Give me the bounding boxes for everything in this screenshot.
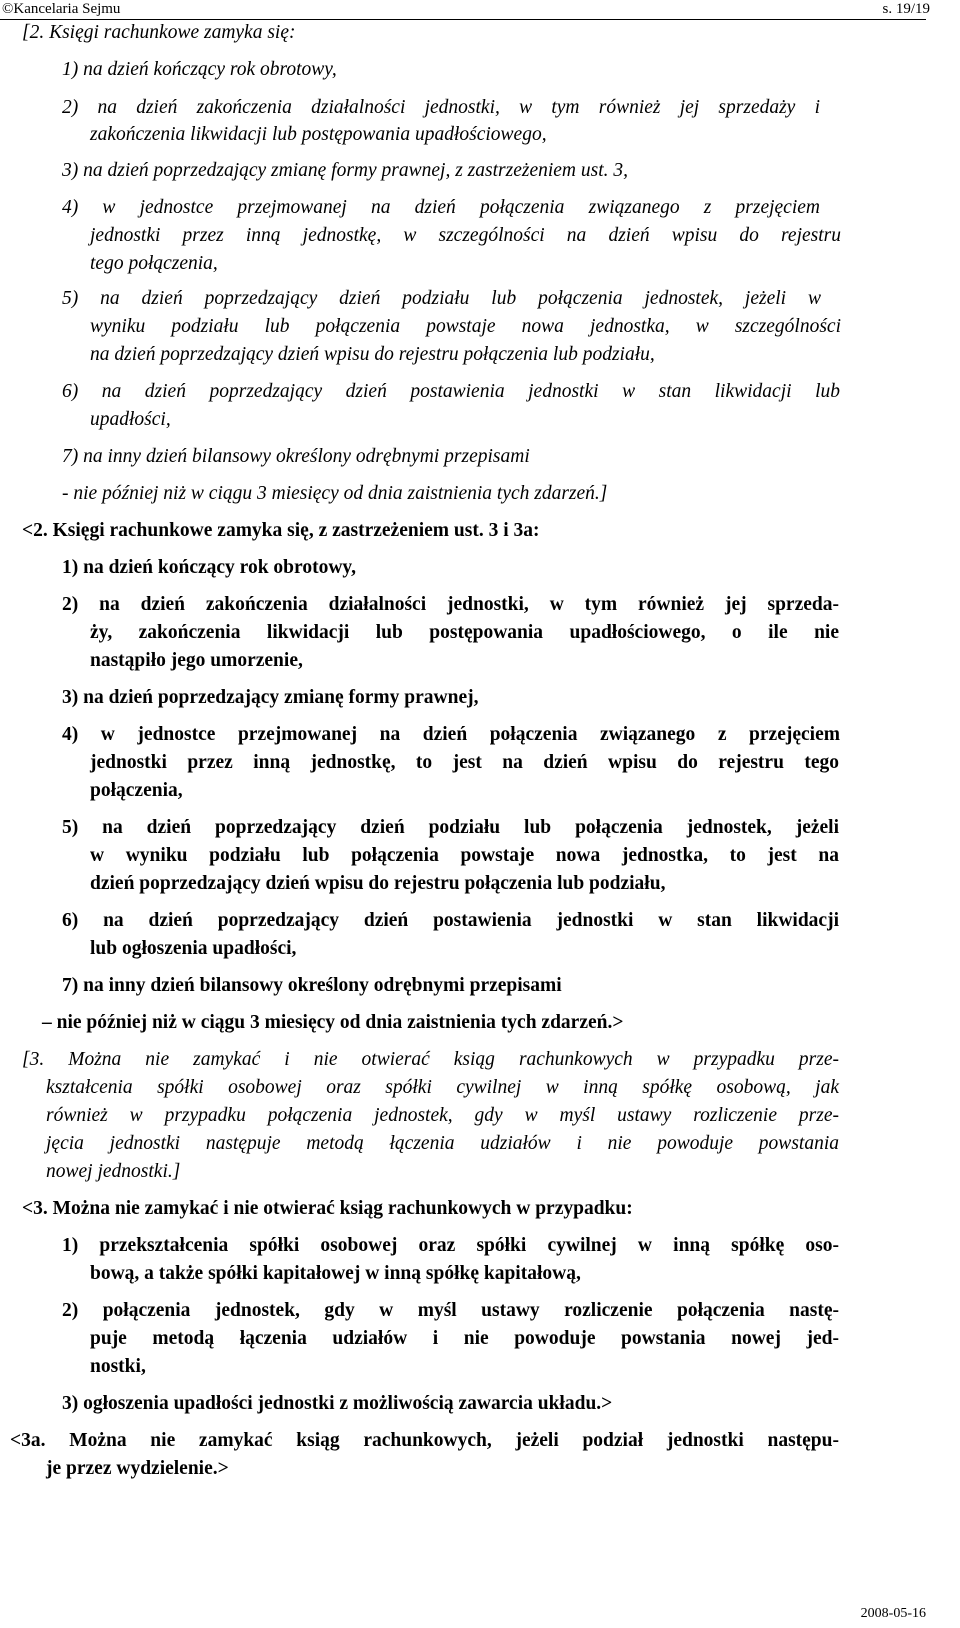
text-line: w wyniku podziału lub połączenia powstaje nowa jednostka, to jest na [90, 845, 839, 866]
text-line: bową, a także spółki kapitałowej w inną spółkę kapitałową, [90, 1263, 581, 1284]
text-line: 7) na inny dzień bilansowy określony odrębnymi przepisami [62, 446, 530, 467]
text-line: 1) na dzień kończący rok obrotowy, [62, 59, 337, 80]
text-line: tego połączenia, [90, 253, 218, 274]
text-line: 2) na dzień zakończenia działalności jednostki, w tym również jej sprzedaży i [62, 97, 820, 118]
text-line: kształcenia spółki osobowej oraz spółki cywilnej w inną spółkę osobową, jak [46, 1077, 839, 1098]
text-line: jednostki przez inną jednostkę, w szczególności na dzień wpisu do rejestru [90, 225, 841, 246]
text-line: 4) w jednostce przejmowanej na dzień połączenia związanego z przejęciem [62, 724, 840, 745]
header-source: ©Kancelaria Sejmu [2, 1, 121, 17]
page-header [0, 0, 930, 22]
text-line: nastąpiło jego umorzenie, [90, 650, 303, 671]
header-page-number: s. 19/19 [882, 1, 930, 17]
text-line: 1) na dzień kończący rok obrotowy, [62, 557, 356, 578]
text-line: ży, zakończenia likwidacji lub postępowania upadłościowego, o ile nie [90, 622, 839, 643]
text-line: nostki, [90, 1356, 146, 1377]
text-line: 3) na dzień poprzedzający zmianę formy prawnej, z zastrzeżeniem ust. 3, [62, 160, 629, 181]
text-line: 5) na dzień poprzedzający dzień podziału lub połączenia jednostek, jeżeli [62, 817, 839, 838]
text-line: 6) na dzień poprzedzający dzień postawienia jednostki w stan likwidacji lub [62, 381, 840, 402]
text-line: jęcia jednostki następuje metodą łączenia udziałów i nie powoduje powstania [46, 1133, 839, 1154]
text-line: 2) na dzień zakończenia działalności jednostki, w tym również jej sprzeda- [62, 594, 839, 615]
text-line: lub ogłoszenia upadłości, [90, 938, 297, 959]
text-line: dzień poprzedzający dzień wpisu do rejestru połączenia lub podziału, [90, 873, 666, 894]
text-line: 1) przekształcenia spółki osobowej oraz spółki cywilnej w inną spółkę oso- [62, 1235, 839, 1256]
text-line: <2. Księgi rachunkowe zamyka się, z zastrzeżeniem ust. 3 i 3a: [22, 520, 540, 541]
text-line: - nie później niż w ciągu 3 miesięcy od dnia zaistnienia tych zdarzeń.] [62, 483, 608, 504]
text-line: zakończenia likwidacji lub postępowania upadłościowego, [90, 124, 547, 145]
text-line: [3. Można nie zamykać i nie otwierać ksiąg rachunkowych w przypadku prze- [22, 1049, 839, 1070]
header-rule [0, 19, 926, 20]
footer-date: 2008-05-16 [860, 1606, 926, 1621]
text-line: również w przypadku połączenia jednostek, gdy w myśl ustawy rozliczenie prze- [46, 1105, 839, 1126]
text-line: upadłości, [90, 409, 171, 430]
text-line: na dzień poprzedzający dzień wpisu do rejestru połączenia lub podziału, [90, 344, 655, 365]
text-line: 5) na dzień poprzedzający dzień podziału lub połączenia jednostek, jeżeli w [62, 288, 821, 309]
text-line: [2. Księgi rachunkowe zamyka się: [22, 22, 296, 43]
text-line: połączenia, [90, 780, 183, 801]
text-line: je przez wydzielenie.> [46, 1458, 229, 1479]
text-line: 4) w jednostce przejmowanej na dzień połączenia związanego z przejęciem [62, 197, 820, 218]
text-line: wyniku podziału lub połączenia powstaje nowa jednostka, w szczególności [90, 316, 841, 337]
text-line: jednostki przez inną jednostkę, to jest na dzień wpisu do rejestru tego [90, 752, 839, 773]
text-line: 7) na inny dzień bilansowy określony odrębnymi przepisami [62, 975, 562, 996]
text-line: <3. Można nie zamykać i nie otwierać ksiąg rachunkowych w przypadku: [22, 1198, 633, 1219]
text-line: 3) ogłoszenia upadłości jednostki z możliwością zawarcia układu.> [62, 1393, 613, 1414]
text-line: – nie później niż w ciągu 3 miesięcy od dnia zaistnienia tych zdarzeń.> [42, 1012, 624, 1033]
text-line: nowej jednostki.] [46, 1161, 181, 1182]
text-line: <3a. Można nie zamykać ksiąg rachunkowych, jeżeli podział jednostki następu- [10, 1430, 839, 1451]
text-line: puje metodą łączenia udziałów i nie powoduje powstania nowej jed- [90, 1328, 839, 1349]
text-line: 6) na dzień poprzedzający dzień postawienia jednostki w stan likwidacji [62, 910, 839, 931]
text-line: 3) na dzień poprzedzający zmianę formy prawnej, [62, 687, 479, 708]
text-line: 2) połączenia jednostek, gdy w myśl ustawy rozliczenie połączenia nastę- [62, 1300, 839, 1321]
